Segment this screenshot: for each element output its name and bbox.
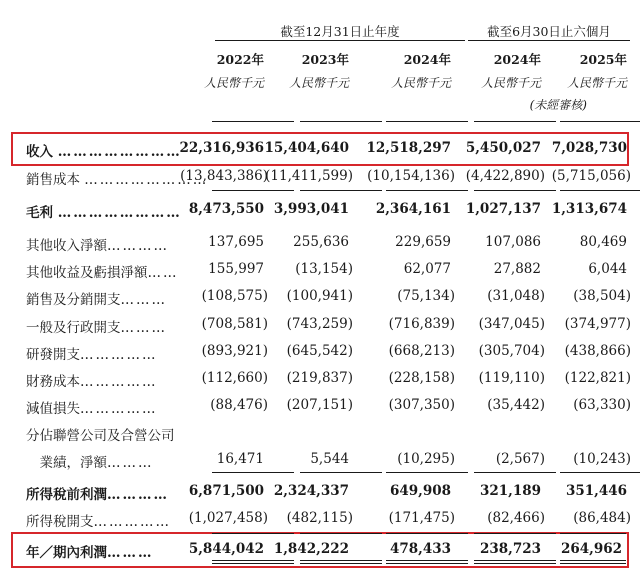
subtotal-rule-2024	[386, 190, 468, 191]
header-rule-2025-h1	[560, 121, 640, 122]
row-gross-profit-2024: 2,364,161	[375, 201, 451, 217]
row-finance-2022: (112,660)	[201, 370, 268, 386]
row-label-other-income: 其他收入淨額…………	[26, 238, 169, 254]
row-other-gains-2023: (13,154)	[295, 261, 353, 277]
row-cost-of-sales-2024-h1: (4,422,890)	[465, 168, 545, 184]
row-profit-2024-h1: 238,723	[479, 541, 541, 557]
row-label-finance-costs: 財務成本……………	[26, 374, 158, 390]
row-other-income-2024-h1: 107,086	[485, 234, 541, 250]
row-label-share-of-associates: 分佔聯營公司及合營公司	[26, 428, 175, 444]
row-revenue-2022: 22,316,936	[179, 140, 264, 156]
row-pretax-2024-h1: 321,189	[479, 483, 541, 499]
unit-header-2025-h1: 人民幣千元	[566, 76, 627, 90]
year-header-2024-h1: 2024年	[493, 52, 541, 67]
row-selling-2024: (75,134)	[397, 288, 455, 304]
subtotal-rule-2024-h1	[474, 190, 556, 191]
row-tax-2024-h1: (82,466)	[487, 510, 545, 526]
row-impairment-2024-h1: (35,442)	[487, 397, 545, 413]
final-top-rule-2022	[212, 533, 294, 534]
row-impairment-2023: (207,151)	[286, 397, 353, 413]
row-admin-2023: (743,259)	[286, 316, 353, 332]
row-profit-2024: 478,433	[389, 541, 451, 557]
row-other-gains-2025-h1: 6,044	[588, 261, 627, 277]
row-cost-of-sales-2023: (11,411,599)	[265, 168, 353, 184]
row-tax-2022: (1,027,458)	[188, 510, 268, 526]
row-label-other-gains-losses: 其他收益及虧損淨額……	[26, 265, 179, 281]
row-pretax-2023: 2,324,337	[273, 483, 349, 499]
row-label-cost-of-sales: 銷售成本 ……………………	[26, 172, 209, 188]
row-rnd-2024: (668,213)	[388, 343, 455, 359]
unit-header-2024-h1: 人民幣千元	[480, 76, 541, 90]
final-top-rule-2023	[300, 533, 382, 534]
row-other-gains-2022: 155,997	[208, 261, 264, 277]
subtotal-rule-2022	[212, 190, 294, 191]
row-label-rnd-expenses: 研發開支……………	[26, 347, 158, 363]
period-header-interim: 截至6月30日止六個月	[487, 24, 611, 39]
row-other-gains-2024-h1: 27,882	[493, 261, 541, 277]
year-header-2022: 2022年	[216, 52, 264, 67]
pretax-rule-2023	[300, 472, 382, 473]
period-header-interim-rule	[468, 40, 630, 41]
row-impairment-2024: (307,350)	[388, 397, 455, 413]
subtotal-rule-2023	[300, 190, 382, 191]
row-admin-2022: (708,581)	[201, 316, 268, 332]
row-label-selling-expenses: 銷售及分銷開支………	[26, 292, 167, 308]
year-header-2025-h1: 2025年	[579, 52, 627, 67]
row-revenue-2024: 12,518,297	[366, 140, 451, 156]
pretax-rule-2024-h1	[474, 472, 556, 473]
period-header-annual-rule	[215, 40, 465, 41]
header-rule-2024	[386, 121, 468, 122]
row-gross-profit-2022: 8,473,550	[188, 201, 264, 217]
row-cost-of-sales-2025-h1: (5,715,056)	[551, 168, 631, 184]
row-rnd-2022: (893,921)	[201, 343, 268, 359]
unit-header-2022: 人民幣千元	[203, 76, 264, 90]
row-admin-2024: (716,839)	[388, 316, 455, 332]
row-label-gross-profit: 毛利 ……………………	[26, 205, 182, 221]
row-other-income-2024: 229,659	[395, 234, 451, 250]
header-rule-2023	[300, 121, 382, 122]
final-top-rule-2024-h1	[474, 533, 556, 534]
row-gross-profit-2025-h1: 1,313,674	[551, 201, 627, 217]
row-associates-2023: 5,544	[310, 451, 349, 467]
double-rule-a-2023	[300, 560, 382, 561]
row-associates-2024-h1: (2,567)	[495, 451, 545, 467]
row-profit-2025-h1: 264,962	[560, 541, 622, 557]
row-profit-2023: 1,842,222	[273, 541, 349, 557]
double-rule-b-2022	[212, 563, 294, 564]
row-pretax-2025-h1: 351,446	[565, 483, 627, 499]
row-cost-of-sales-2024: (10,154,136)	[367, 168, 455, 184]
row-label-revenue: 收入 ……………………	[26, 144, 182, 160]
row-associates-2025-h1: (10,243)	[573, 451, 631, 467]
row-finance-2025-h1: (122,821)	[564, 370, 631, 386]
header-rule-2024-h1	[474, 121, 556, 122]
year-header-2024: 2024年	[403, 52, 451, 67]
row-impairment-2025-h1: (63,330)	[573, 397, 631, 413]
double-rule-b-2025-h1	[560, 563, 626, 564]
row-other-income-2022: 137,695	[208, 234, 264, 250]
row-finance-2023: (219,837)	[286, 370, 353, 386]
row-revenue-2023: 15,404,640	[264, 140, 349, 156]
row-gross-profit-2024-h1: 1,027,137	[465, 201, 541, 217]
row-associates-2024: (10,295)	[397, 451, 455, 467]
row-rnd-2024-h1: (305,704)	[478, 343, 545, 359]
row-selling-2023: (100,941)	[286, 288, 353, 304]
period-header-annual: 截至12月31日止年度	[280, 24, 400, 39]
unit-header-2023: 人民幣千元	[288, 76, 349, 90]
row-selling-2022: (108,575)	[201, 288, 268, 304]
row-selling-2024-h1: (31,048)	[487, 288, 545, 304]
row-tax-2025-h1: (86,484)	[573, 510, 631, 526]
final-top-rule-2024	[386, 533, 468, 534]
pretax-rule-2024	[386, 472, 468, 473]
row-admin-2025-h1: (374,977)	[564, 316, 631, 332]
row-revenue-2024-h1: 5,450,027	[465, 140, 541, 156]
double-rule-a-2022	[212, 560, 294, 561]
double-rule-a-2024	[386, 560, 468, 561]
row-selling-2025-h1: (38,504)	[573, 288, 631, 304]
row-cost-of-sales-2022: (13,843,386)	[180, 168, 268, 184]
row-associates-2022: 16,471	[216, 451, 264, 467]
double-rule-a-2025-h1	[560, 560, 626, 561]
row-label-profit-before-tax: 所得稅前利潤…………	[26, 487, 169, 503]
row-pretax-2022: 6,871,500	[188, 483, 264, 499]
unaudited-note: (未經審核)	[529, 98, 587, 112]
row-profit-2022: 5,844,042	[188, 541, 264, 557]
row-other-income-2023: 255,636	[293, 234, 349, 250]
row-other-income-2025-h1: 80,469	[579, 234, 627, 250]
row-other-gains-2024: 62,077	[403, 261, 451, 277]
row-tax-2023: (482,115)	[286, 510, 353, 526]
row-finance-2024-h1: (119,110)	[478, 370, 545, 386]
unit-header-2024: 人民幣千元	[390, 76, 451, 90]
double-rule-b-2024	[386, 563, 468, 564]
double-rule-b-2023	[300, 563, 382, 564]
row-finance-2024: (228,158)	[388, 370, 455, 386]
row-label-impairment-losses: 減值損失……………	[26, 401, 158, 417]
row-tax-2024: (171,475)	[388, 510, 455, 526]
row-label-admin-expenses: 一般及行政開支………	[26, 320, 167, 336]
row-admin-2024-h1: (347,045)	[478, 316, 545, 332]
double-rule-b-2024-h1	[474, 563, 556, 564]
row-pretax-2024: 649,908	[389, 483, 451, 499]
row-label-profit-for-period: 年／期內利潤………	[26, 545, 154, 561]
row-rnd-2025-h1: (438,866)	[564, 343, 631, 359]
double-rule-a-2024-h1	[474, 560, 556, 561]
row-gross-profit-2023: 3,993,041	[273, 201, 349, 217]
subtotal-rule-2025-h1	[560, 190, 640, 191]
header-rule-2022	[212, 121, 294, 122]
row-label-associates-results-net: 業績，淨額………	[26, 455, 154, 471]
pretax-rule-2025-h1	[560, 472, 640, 473]
row-rnd-2023: (645,542)	[286, 343, 353, 359]
row-label-income-tax: 所得稅開支……………	[26, 514, 171, 530]
pretax-rule-2022	[212, 472, 294, 473]
row-impairment-2022: (88,476)	[210, 397, 268, 413]
final-top-rule-2025-h1	[560, 533, 626, 534]
row-revenue-2025-h1: 7,028,730	[551, 140, 627, 156]
year-header-2023: 2023年	[301, 52, 349, 67]
